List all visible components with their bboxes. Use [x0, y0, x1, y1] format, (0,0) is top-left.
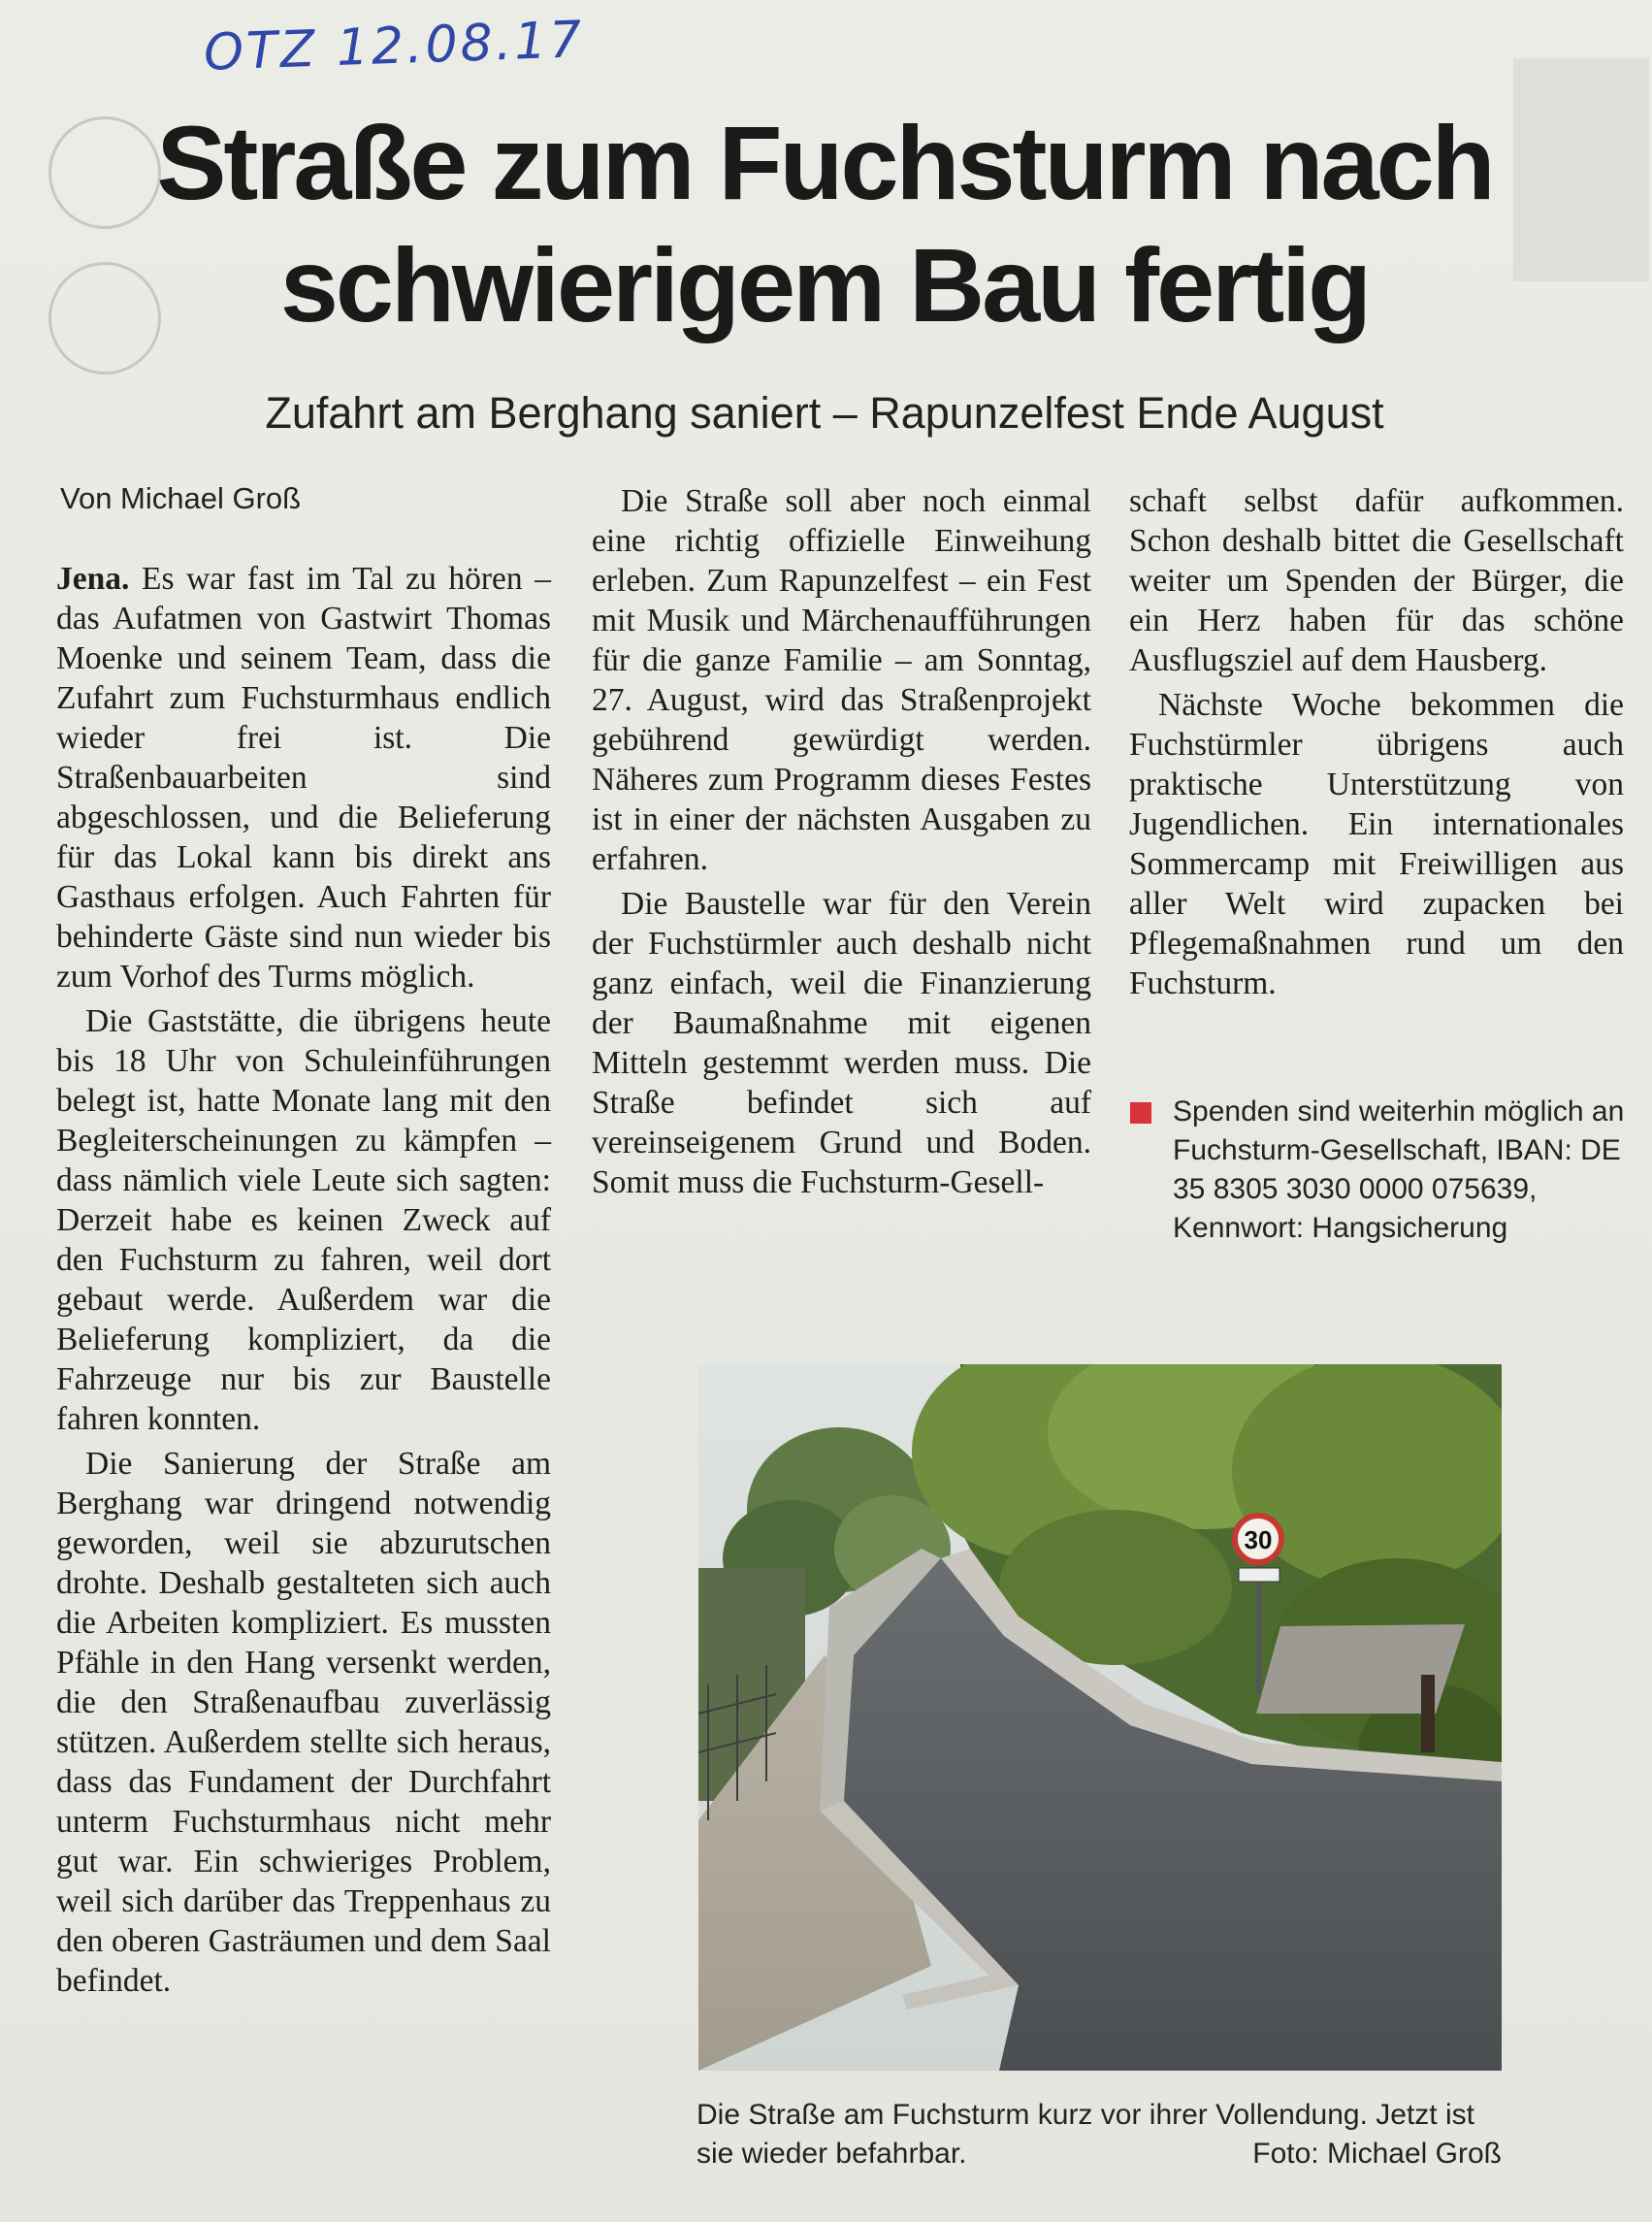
speed-limit-number: 30: [1244, 1525, 1273, 1554]
caption-text: Die Straße am Fuchsturm kurz vor ihrer Vollendung. Jetzt ist sie wieder befahrbar.: [696, 2099, 1474, 2170]
photo-caption: [696, 2096, 1502, 2173]
article-column-1: [56, 559, 551, 2001]
donation-note: [1130, 1093, 1625, 1248]
paragraph: Die Straße soll aber noch einmal eine richtig offizielle Einweihung erleben. Zum Rapunzelfest – ein Fest mit Musik und Märchenaufführungen für die ganze Familie – am Sonntag, 27. August, wird das Straßenprojekt gebührend gewürdigt werden. Näheres zum Programm dieses Festes ist in einer der nächsten Ausgaben zu erfahren.: [592, 483, 1091, 877]
article-column-2: [592, 481, 1091, 1202]
dateline: Jena.: [56, 561, 130, 597]
article-column-3: [1129, 481, 1624, 1003]
paragraph: Nächste Woche bekommen die Fuchstürmler übrigens auch praktische Unterstützung von Jugendlichen. Ein internationales Sommercamp mit Freiwilligen aus aller Welt wird zupacken bei Pflegemaßnahmen rund um den Fuchsturm.: [1129, 687, 1624, 1001]
donation-note-text: Spenden sind weiterhin möglich an Fuchsturm-Gesellschaft, IBAN: DE 35 8305 3030 0000 075639, Kennwort: Hangsicherung: [1173, 1095, 1625, 1244]
paragraph: Die Sanierung der Straße am Berghang war dringend notwendig geworden, weil sie abzurutschen drohte. Deshalb gestalteten sich auch die Arbeiten kompliziert. Es mussten Pfähle in den Hang versenkt werden, die den Straßenaufbau zuverlässig stützen. Außerdem stellte sich heraus, dass das Fundament der Durchfahrt unterm Fuchsturmhaus nicht mehr gut war. Ein schwieriges Problem, weil sich darüber das Treppenhaus zu den oberen Gasträumen und dem Saal befindet.: [56, 1446, 551, 1999]
paragraph: schaft selbst dafür aufkommen. Schon deshalb bittet die Gesellschaft weiter um Spenden der Bürger, die ein Herz haben für das schöne Ausflugsziel auf dem Hausberg.: [1129, 483, 1624, 678]
bleed-through-right: [1513, 58, 1649, 281]
photo-credit: Foto: Michael Groß: [1252, 2138, 1502, 2170]
paragraph: Die Gaststätte, die übrigens heute bis 18 Uhr von Schuleinführungen belegt ist, hatte Monate lang mit den Begleiterscheinungen zu kämpfen – dass nämlich viele Leute sich sagten: Derzeit habe es keinen Zweck auf den Fuchsturm zu fahren, weil dort gebaut werde. Außerdem war die Belieferung kompliziert, da die Fahrzeuge nur bis zur Baustelle fahren konnten.: [56, 1003, 551, 1437]
photo-sign-plate: [1239, 1568, 1279, 1582]
byline: Von Michael Groß: [60, 481, 302, 515]
handwritten-date-note: OTZ 12.08.17: [203, 11, 586, 82]
subheadline: Zufahrt am Berghang saniert – Rapunzelfest Ende August: [265, 388, 1384, 438]
headline: Straße zum Fuchsturm nach schwierigem Bau fertig: [156, 104, 1493, 343]
red-square-bullet-icon: [1130, 1102, 1151, 1124]
paragraph: Die Baustelle war für den Verein der Fuchstürmler auch deshalb nicht ganz einfach, weil die Finanzierung der Baumaßnahme mit eigenen Mitteln gestemmt werden muss. Die Straße befindet sich auf vereinseigenem Grund und Boden. Somit muss die Fuchsturm-Gesell-: [592, 886, 1091, 1200]
photo-board-post: [1421, 1675, 1435, 1752]
road-photo: [698, 1364, 1502, 2071]
paragraph: [56, 559, 551, 997]
paragraph-text: Es war fast im Tal zu hören – das Aufatmen von Gastwirt Thomas Moenke und seinem Team, dass die Zufahrt zum Fuchsturmhaus endlich wieder frei ist. Die Straßenbauarbeiten sind abgeschlossen, und die Belieferung für das Lokal kann bis direkt ans Gasthaus erfolgen. Auch Fahrten für behinderte Gäste sind nun wieder bis zum Vorhof des Turms möglich.: [56, 561, 551, 995]
